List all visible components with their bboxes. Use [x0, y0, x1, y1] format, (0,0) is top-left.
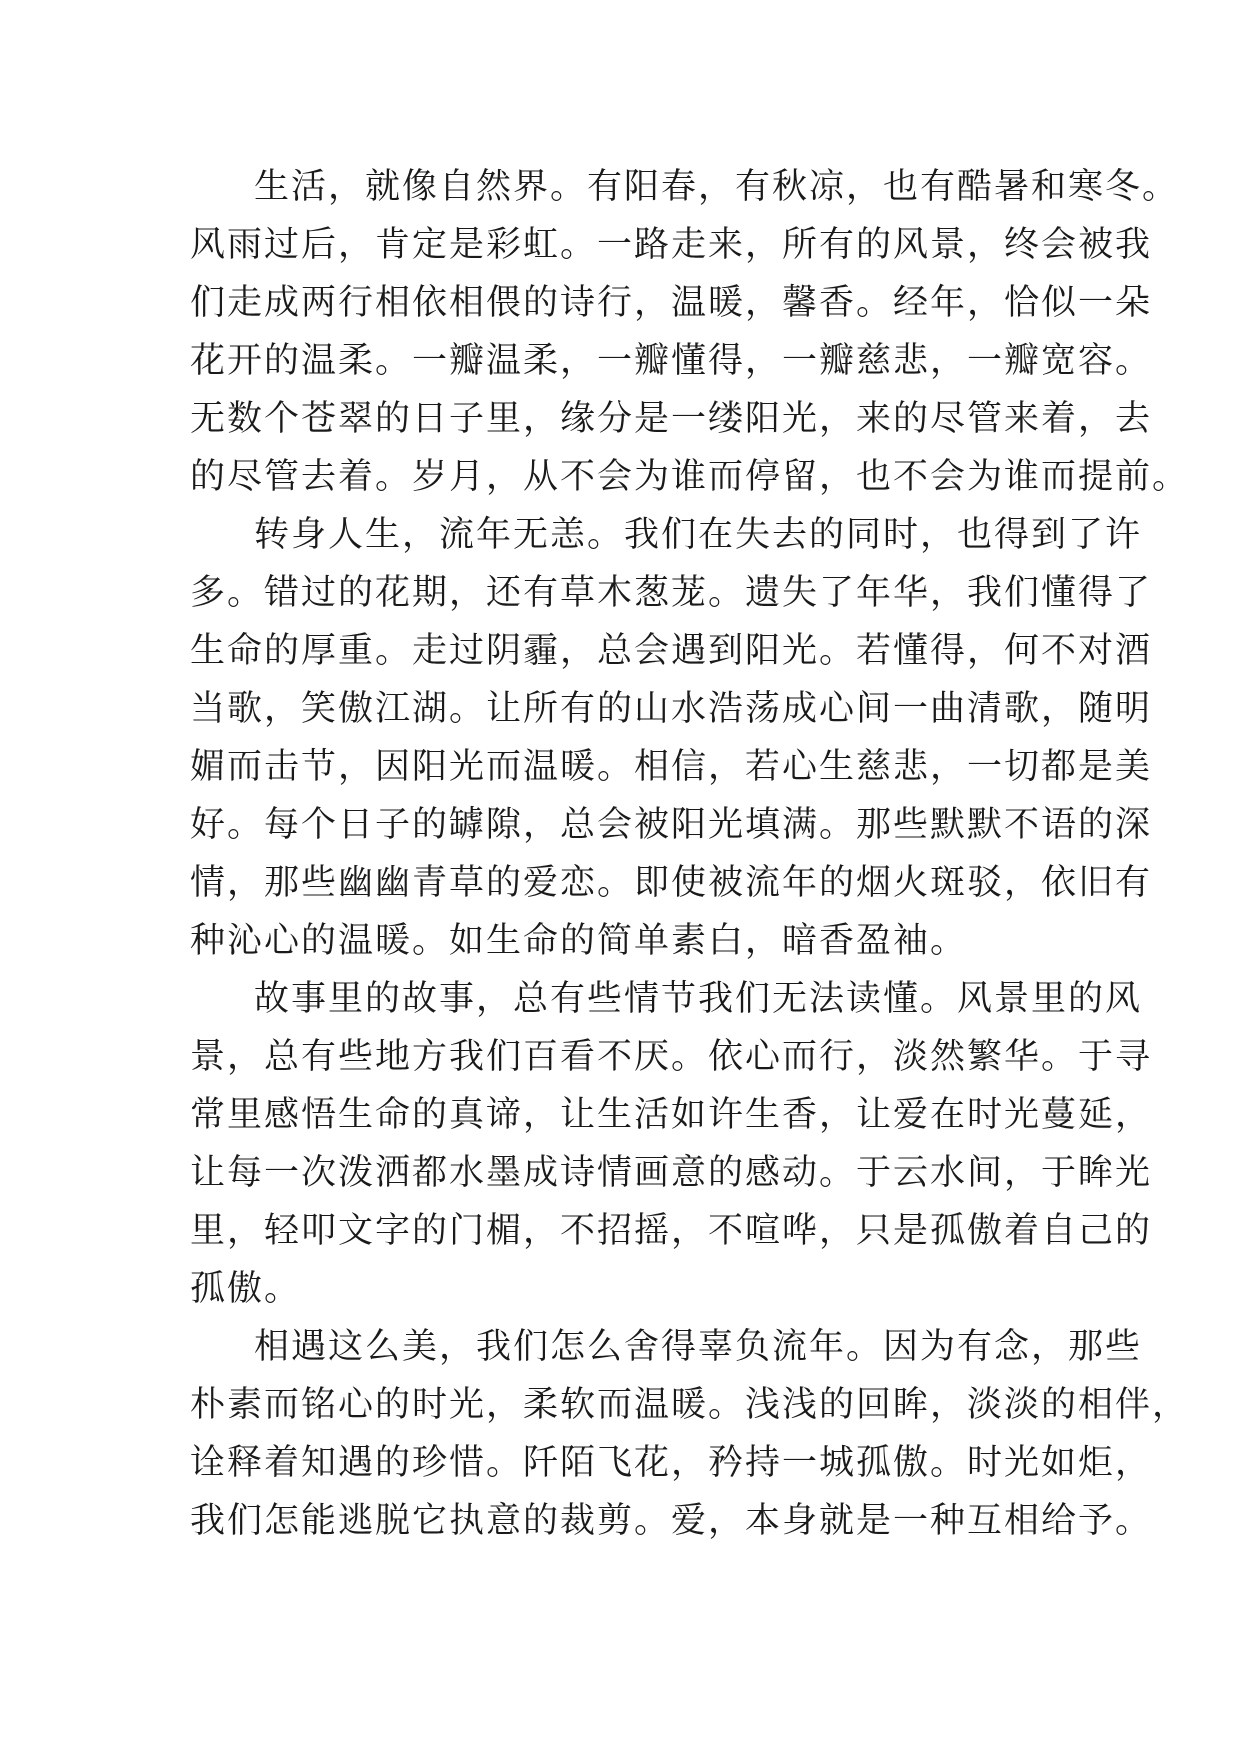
text-line: 媚而击节，因阳光而温暖。相信，若心生慈悲，一切都是美: [190, 747, 1153, 787]
text-line: 我们怎能逃脱它执意的裁剪。爱，本身就是一种互相给予。: [190, 1501, 1153, 1541]
text-line: 孤傲。: [190, 1269, 302, 1309]
text-line: 里，轻叩文字的门楣，不招摇，不喧哗，只是孤傲着自己的: [190, 1211, 1153, 1251]
paragraph-2: [190, 506, 1153, 970]
paragraph-4: [190, 1318, 1190, 1550]
text-line: 让每一次泼洒都水墨成诗情画意的感动。于云水间，于眸光: [190, 1153, 1153, 1193]
text-line: 花开的温柔。一瓣温柔，一瓣懂得，一瓣慈悲，一瓣宽容。: [190, 341, 1153, 381]
text-line: 常里感悟生命的真谛，让生活如许生香，让爱在时光蔓延，: [190, 1095, 1153, 1135]
text-line: 相遇这么美，我们怎么舍得辜负流年。因为有念，那些: [254, 1327, 1143, 1367]
text-line: 好。每个日子的罅隙，总会被阳光填满。那些默默不语的深: [190, 805, 1153, 845]
text-line: 景，总有些地方我们百看不厌。依心而行，淡然繁华。于寻: [190, 1037, 1153, 1077]
text-line: 风雨过后，肯定是彩虹。一路走来，所有的风景，终会被我: [190, 225, 1153, 265]
text-line: 诠释着知遇的珍惜。阡陌飞花，矜持一城孤傲。时光如炬，: [190, 1443, 1153, 1483]
paragraph-3: [190, 970, 1153, 1318]
body-text: [190, 158, 1190, 1550]
text-line: 的尽管去着。岁月，从不会为谁而停留，也不会为谁而提前。: [190, 457, 1190, 497]
text-line: 们走成两行相依相偎的诗行，温暖，馨香。经年，恰似一朵: [190, 283, 1153, 323]
text-line: 种沁心的温暖。如生命的简单素白，暗香盈袖。: [190, 921, 968, 961]
text-line: 当歌，笑傲江湖。让所有的山水浩荡成心间一曲清歌，随明: [190, 689, 1153, 729]
paragraph-1: [190, 158, 1190, 506]
text-line: 无数个苍翠的日子里，缘分是一缕阳光，来的尽管来着，去: [190, 399, 1153, 439]
text-line: 多。错过的花期，还有草木葱茏。遗失了年华，我们懂得了: [190, 573, 1153, 613]
text-line: 转身人生，流年无恙。我们在失去的同时，也得到了许: [254, 515, 1143, 555]
text-line: 故事里的故事，总有些情节我们无法读懂。风景里的风: [254, 979, 1143, 1019]
text-line: 情，那些幽幽青草的爱恋。即使被流年的烟火斑驳，依旧有: [190, 863, 1153, 903]
text-line: 朴素而铭心的时光，柔软而温暖。浅浅的回眸，淡淡的相伴，: [190, 1385, 1190, 1425]
text-line: 生命的厚重。走过阴霾，总会遇到阳光。若懂得，何不对酒: [190, 631, 1153, 671]
text-line: 生活，就像自然界。有阳春，有秋凉，也有酷暑和寒冬。: [254, 167, 1180, 207]
